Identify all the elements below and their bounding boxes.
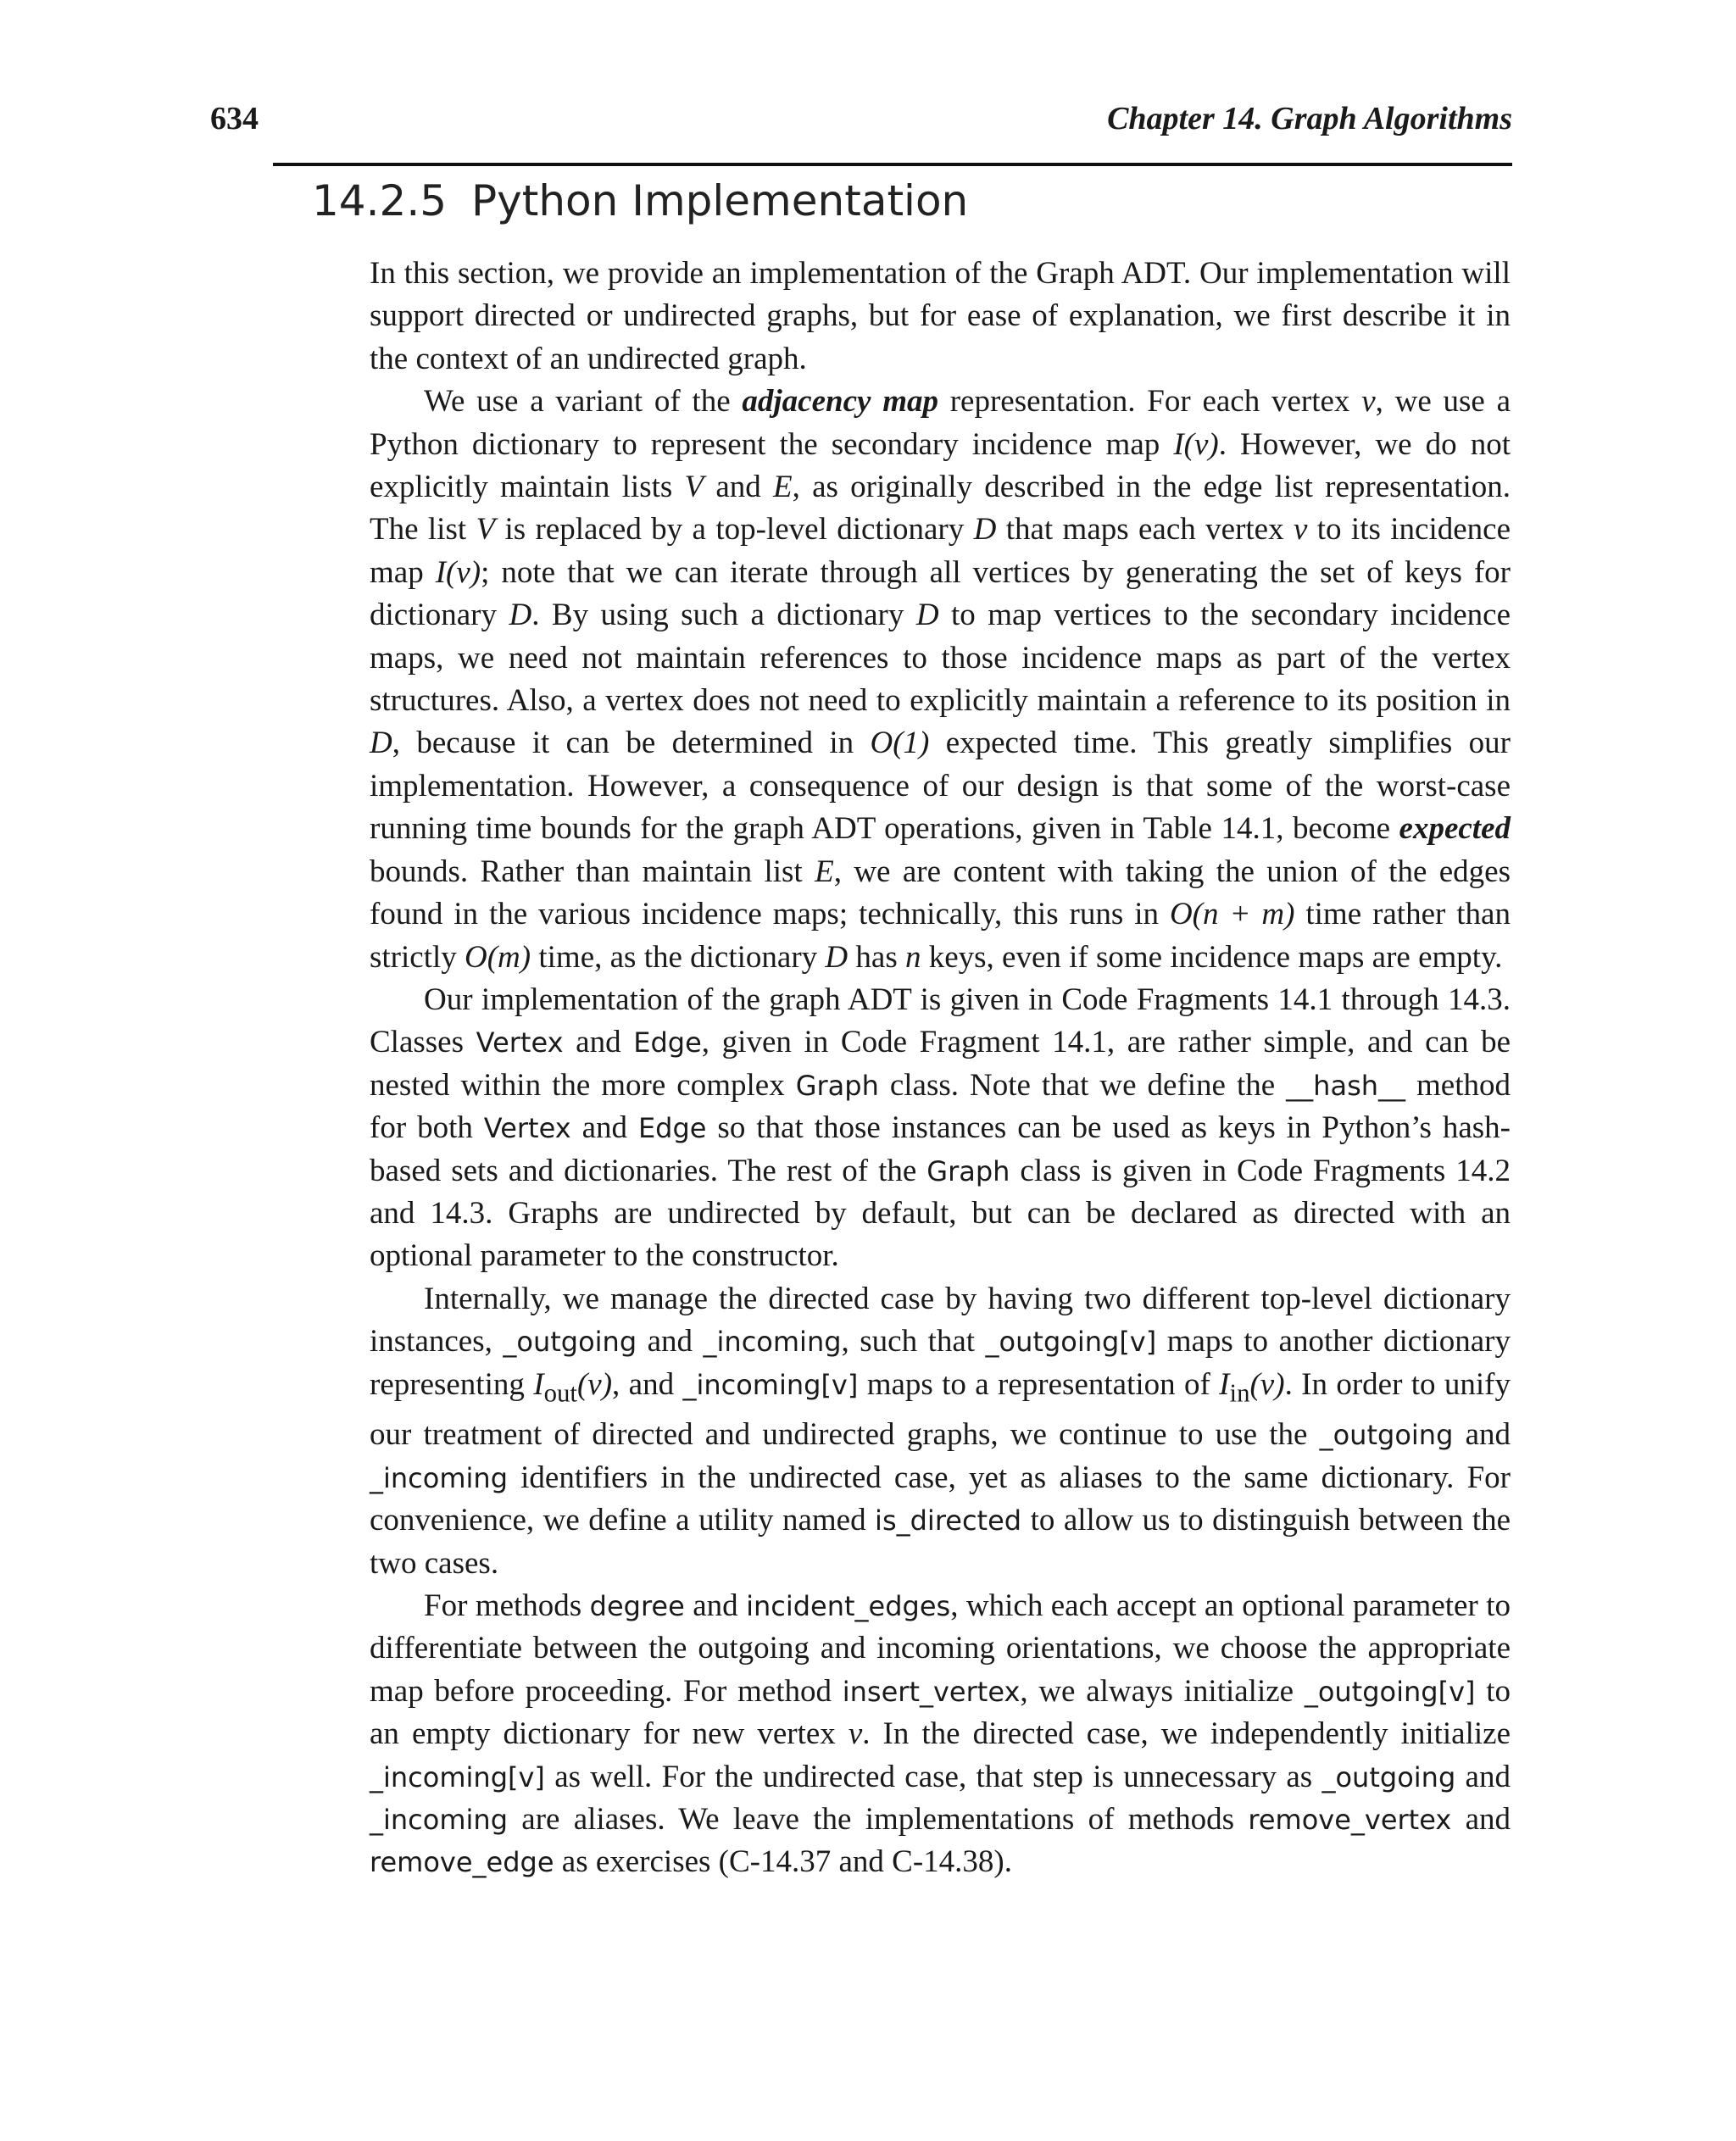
paragraph-5: For methods degree and incident_edges, which each accept an optional parameter to differentiate between the outgoing and incoming orientations, we choose the appropriate map before proceeding. For method insert_vertex, we always initialize _outgoing[v] to an empty dictionary for new vertex v. In the directed case, we independently initialize _incoming[v] as well. For the undirected case, that step is unnecessary as _outgoing and _incoming are aliases. We leave the implementations of methods remove_vertex and remove_edge as exercises (C-14.37 and C-14.38).	[370, 1588, 1511, 1880]
page-number: 634	[210, 101, 259, 136]
body-text	[370, 253, 1511, 1884]
section-title: Python Implementation	[471, 176, 969, 225]
chapter-title: Chapter 14. Graph Algorithms	[1107, 101, 1512, 136]
paragraph-2: We use a variant of the adjacency map representation. For each vertex v, we use a Python dictionary to represent the secondary incidence map I(v). However, we do not explicitly maintain lists V and E, as originally described in the edge list representation. The list V is replaced by a top-level dictionary D that maps each vertex v to its incidence map I(v); note that we can iterate through all vertices by generating the set of keys for dictionary D. By using such a dictionary D to map vertices to the secondary incidence maps, we need not maintain references to those incidence maps as part of the vertex structures. Also, a vertex does not need to explicitly maintain a reference to its position in D, because it can be determined in O(1) expected time. This greatly simplifies our implementation. However, a consequence of our design is that some of the worst-case running time bounds for the graph ADT operations, given in Table 14.1, become expected bounds. Rather than maintain list E, we are content with taking the union of the edges found in the various incidence maps; technically, this runs in O(n + m) time rather than strictly O(m) time, as the dictionary D has n keys, even if some incidence maps are empty.	[370, 384, 1511, 975]
paragraph-1: In this section, we provide an implementation of the Graph ADT. Our implementation will support directed or undirected graphs, but for ease of explanation, we first describe it in the context of an undirected graph.	[370, 256, 1511, 376]
paragraph-4: Internally, we manage the directed case by having two different top-level dictionary instances, _outgoing and _incoming, such that _outgoing[v] maps to another dictionary representing $I_{out}(v)$, and _incoming[v] maps to a representation of $I_{in}(v)$. In order to unify our treatment of directed and undirected graphs, we continue to use the _outgoing and _incoming identifiers in the undirected case, yet as aliases to the same dictionary. For convenience, we define a utility named is_directed to allow us to distinguish between the two cases.	[370, 1281, 1511, 1581]
section-heading	[312, 176, 968, 225]
paragraph-3: Our implementation of the graph ADT is given in Code Fragments 14.1 through 14.3. Classes Vertex and Edge, given in Code Fragment 14.1, are rather simple, and can be nested within the more complex Graph class. Note that we define the __hash__ method for both Vertex and Edge so that those instances can be used as keys in Python’s hash-based sets and dictionaries. The rest of the Graph class is given in Code Fragments 14.2 and 14.3. Graphs are undirected by default, but can be declared as directed with an optional parameter to the constructor.	[370, 982, 1511, 1274]
section-number: 14.2.5	[312, 176, 448, 225]
header-rule	[273, 163, 1512, 166]
